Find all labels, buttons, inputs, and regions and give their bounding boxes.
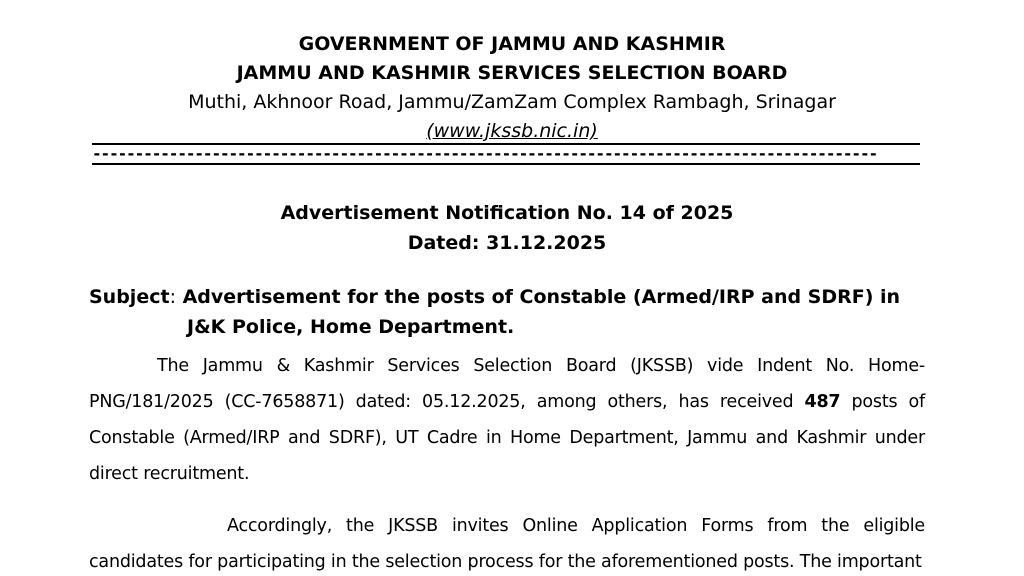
notification-date: Dated: 31.12.2025 — [407, 232, 607, 254]
board-address: Muthi, Akhnoor Road, Jammu/ZamZam Complex Rambagh, Srinagar — [188, 91, 836, 113]
header-divider — [92, 143, 920, 165]
paragraph-accordingly — [89, 508, 925, 576]
notification-title: Advertisement Notification No. 14 of 2025 — [280, 202, 734, 224]
subject-line-2: J&K Police, Home Department. — [187, 316, 515, 338]
paragraph-indent — [89, 348, 925, 492]
paragraph-1-after: posts of Constable (Armed/IRP and SDRF), UT Cadre in Home Department, Jammu and Kashmir under direct recruitment. — [89, 392, 925, 484]
subject-line-1: Advertisement for the posts of Constable (Armed/IRP and SDRF) in — [175, 286, 901, 308]
notification-block — [0, 198, 1014, 258]
paragraph-2-text: Accordingly, the JKSSB invites Online Application Forms from the eligible candidates for participating in the selection process for the aforementioned posts. The important — [89, 516, 925, 572]
divider-dashes: -------------------------------------------------------------------------------------------- — [92, 144, 878, 163]
subject-label: Subject — [89, 286, 170, 308]
board-heading: JAMMU AND KASHMIR SERVICES SELECTION BOARD — [236, 62, 788, 84]
document-header — [0, 30, 1024, 146]
website-link[interactable]: (www.jkssb.nic.in) — [426, 120, 598, 142]
paragraph-2-indent — [89, 516, 227, 536]
posts-count: 487 — [804, 392, 841, 412]
paragraph-1-before: The Jammu & Kashmir Services Selection Board (JKSSB) vide Indent No. Home-PNG/181/2025 (CC-7658871) dated: 05.12.2025, among others, has received — [89, 356, 925, 412]
government-heading: GOVERNMENT OF JAMMU AND KASHMIR — [298, 33, 726, 55]
subject-block — [89, 282, 939, 342]
subject-colon: : — [169, 286, 176, 308]
paragraph-1-indent — [89, 356, 157, 376]
